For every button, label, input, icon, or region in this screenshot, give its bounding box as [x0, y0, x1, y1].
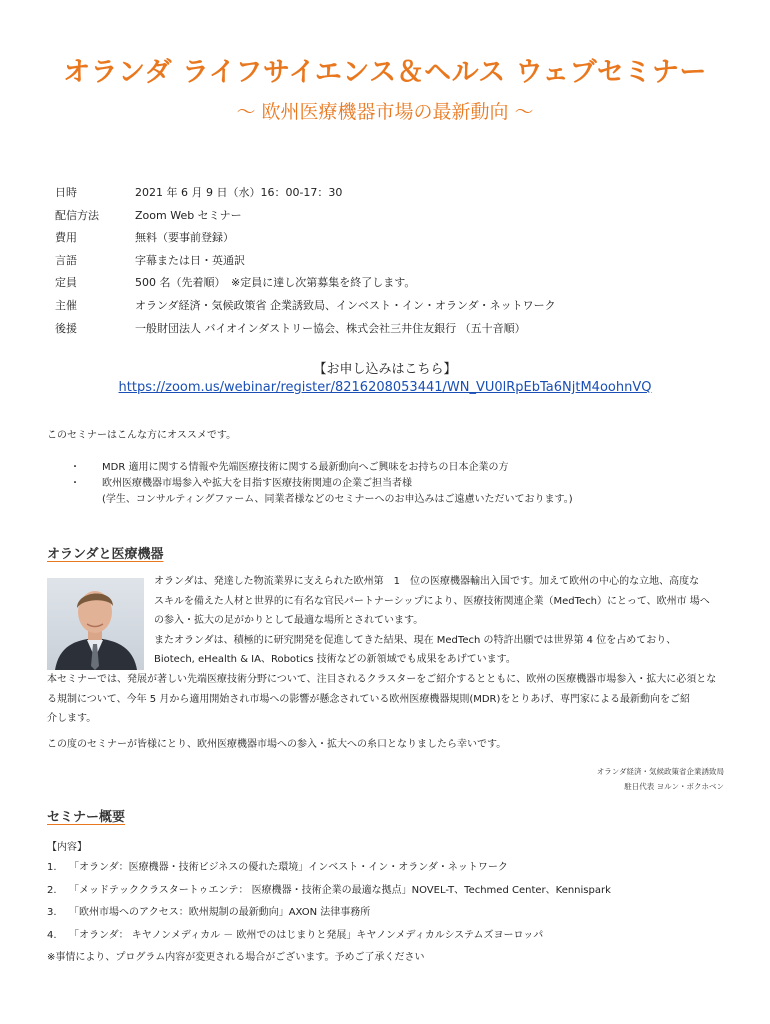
seminar-description	[47, 670, 725, 729]
info-row-date	[55, 184, 556, 207]
content-heading: 【内容】	[47, 842, 87, 853]
item-number: 4.	[47, 929, 57, 941]
recommend-intro: このセミナーはこんな方にオススメです。	[47, 430, 237, 441]
list-item	[47, 880, 611, 903]
info-value: 一般財団法人 バイオインダストリー協会、株式会社三井住友銀行 （五十音順）	[135, 321, 526, 335]
section-title-overview: セミナー概要	[47, 810, 126, 825]
info-row-language	[55, 252, 556, 275]
info-label: 言語	[55, 253, 77, 267]
bullet-mark	[70, 492, 102, 508]
speaker-photo	[47, 578, 144, 670]
info-label: 日時	[55, 186, 77, 199]
info-row-sponsor	[55, 320, 556, 343]
intro-line: Biotech, eHealth & IA、Robotics 技術などの新領域でも成果をあげています。	[154, 654, 516, 665]
info-value: 500 名（先着順） ※定員に達し次第募集を終了します。	[135, 276, 416, 290]
signature	[597, 764, 724, 794]
item-text: 「メッドテッククラスタートゥエンテ： 医療機器・技術企業の最適な拠点」NOVEL-T、Techmed Center、Kennispark	[69, 884, 611, 896]
section-title-netherlands-medical: オランダと医療機器	[47, 547, 164, 562]
info-row-capacity	[55, 274, 556, 297]
info-value: 字幕または日・英通訳	[135, 253, 245, 267]
program-list	[47, 857, 611, 970]
recommend-list	[70, 460, 573, 508]
info-label: 定員	[55, 276, 77, 290]
apply-heading: 【お申し込みはこちら】	[313, 362, 457, 377]
list-item	[70, 460, 573, 476]
info-value: 2021 年 6 月 9 日（水）16：00-17：30	[135, 186, 343, 199]
intro-line: スキルを備えた人材と世界的に有名な官民パートナーシップにより、医療技術関連企業（MedTech）にとって、欧州市 場へ	[154, 595, 710, 607]
body-line: る規制について、今年 5 月から適用開始され市場への影響が懸念されている欧州医療機器規則(MDR)をとりあげ、専門家による最新動向をご紹	[47, 693, 690, 705]
item-text: 「オランダ： キヤノンメディカル － 欧州でのはじまりと発展」キヤノンメディカルシステムズヨーロッパ	[69, 929, 544, 941]
item-text: 「欧州市場へのアクセス：欧州規制の最新動向」AXON 法律事務所	[69, 907, 371, 919]
closing-text: この度のセミナーが皆様にとり、欧州医療機器市場への参入・拡大への糸口となりましたら幸いです。	[47, 739, 507, 750]
event-info-table	[55, 184, 556, 342]
list-item	[47, 902, 611, 925]
info-label: 主催	[55, 298, 77, 312]
info-label: 費用	[55, 231, 77, 245]
info-row-organizer	[55, 297, 556, 320]
item-number: 3.	[47, 907, 57, 919]
info-row-method	[55, 207, 556, 230]
intro-line: オランダは、発達した物流業界に支えられた欧州第 1 位の医療機器輸出入国です。加えて欧州の中心的な立地、高度な	[154, 576, 700, 587]
bullet-text: (学生、コンサルティングファーム、同業者様などのセミナーへのお申込みはご遠慮いただいております。)	[102, 494, 573, 505]
info-value: オランダ経済・気候政策省 企業誘致局、インベスト・イン・オランダ・ネットワーク	[135, 298, 556, 312]
page-title: オランダ ライフサイエンス＆ヘルス ウェブセミナー	[63, 57, 707, 88]
info-label: 後援	[55, 321, 77, 335]
info-row-fee	[55, 229, 556, 252]
info-label: 配信方法	[55, 208, 99, 222]
body-line: 介します。	[47, 713, 97, 724]
signature-org: オランダ経済・気候政策省企業誘致局	[596, 767, 724, 776]
intro-line: またオランダは、積極的に研究開発を促進してきた結果、現在 MedTech の特許出願では世界第 4 位を占めており、	[154, 634, 677, 646]
list-item	[47, 925, 611, 948]
portrait-illustration	[47, 578, 144, 670]
page-subtitle: ～ 欧州医療機器市場の最新動向 ～	[236, 101, 534, 123]
netherlands-intro	[154, 572, 726, 670]
program-note: ※事情により、プログラム内容が変更される場合がございます。予めご了承ください	[47, 952, 425, 964]
list-item	[47, 857, 611, 880]
info-value: Zoom Web セミナー	[135, 208, 242, 222]
bullet-mark: ・	[70, 478, 80, 489]
intro-line: の参入・拡大の足がかりとして最適な場所とされています。	[154, 615, 424, 626]
bullet-text: 欧州医療機器市場参入や拡大を目指す医療技術関連の企業ご担当者様	[102, 478, 412, 489]
info-value: 無料（要事前登録）	[135, 231, 234, 245]
bullet-mark: ・	[70, 462, 80, 473]
registration-link[interactable]: https://zoom.us/webinar/register/8216208053441/WN_VU0lRpEbTa6NjtM4oohnVQ	[118, 380, 652, 395]
item-number: 2.	[47, 884, 57, 896]
signature-name: 駐日代表 ヨルン・ボクホベン	[624, 782, 724, 791]
item-number: 1.	[47, 862, 57, 873]
list-item	[70, 476, 573, 492]
body-line: 本セミナーでは、発展が著しい先端医療技術分野について、注目されるクラスターをご紹介するとともに、欧州の医療機器市場参入・拡大に必須とな	[47, 674, 717, 685]
bullet-text: MDR 適用に関する情報や先端医療技術に関する最新動向へご興味をお持ちの日本企業の方	[102, 462, 509, 473]
list-item	[70, 492, 573, 508]
item-text: 「オランダ：医療機器・技術ビジネスの優れた環境」インベスト・イン・オランダ・ネットワーク	[69, 862, 508, 873]
